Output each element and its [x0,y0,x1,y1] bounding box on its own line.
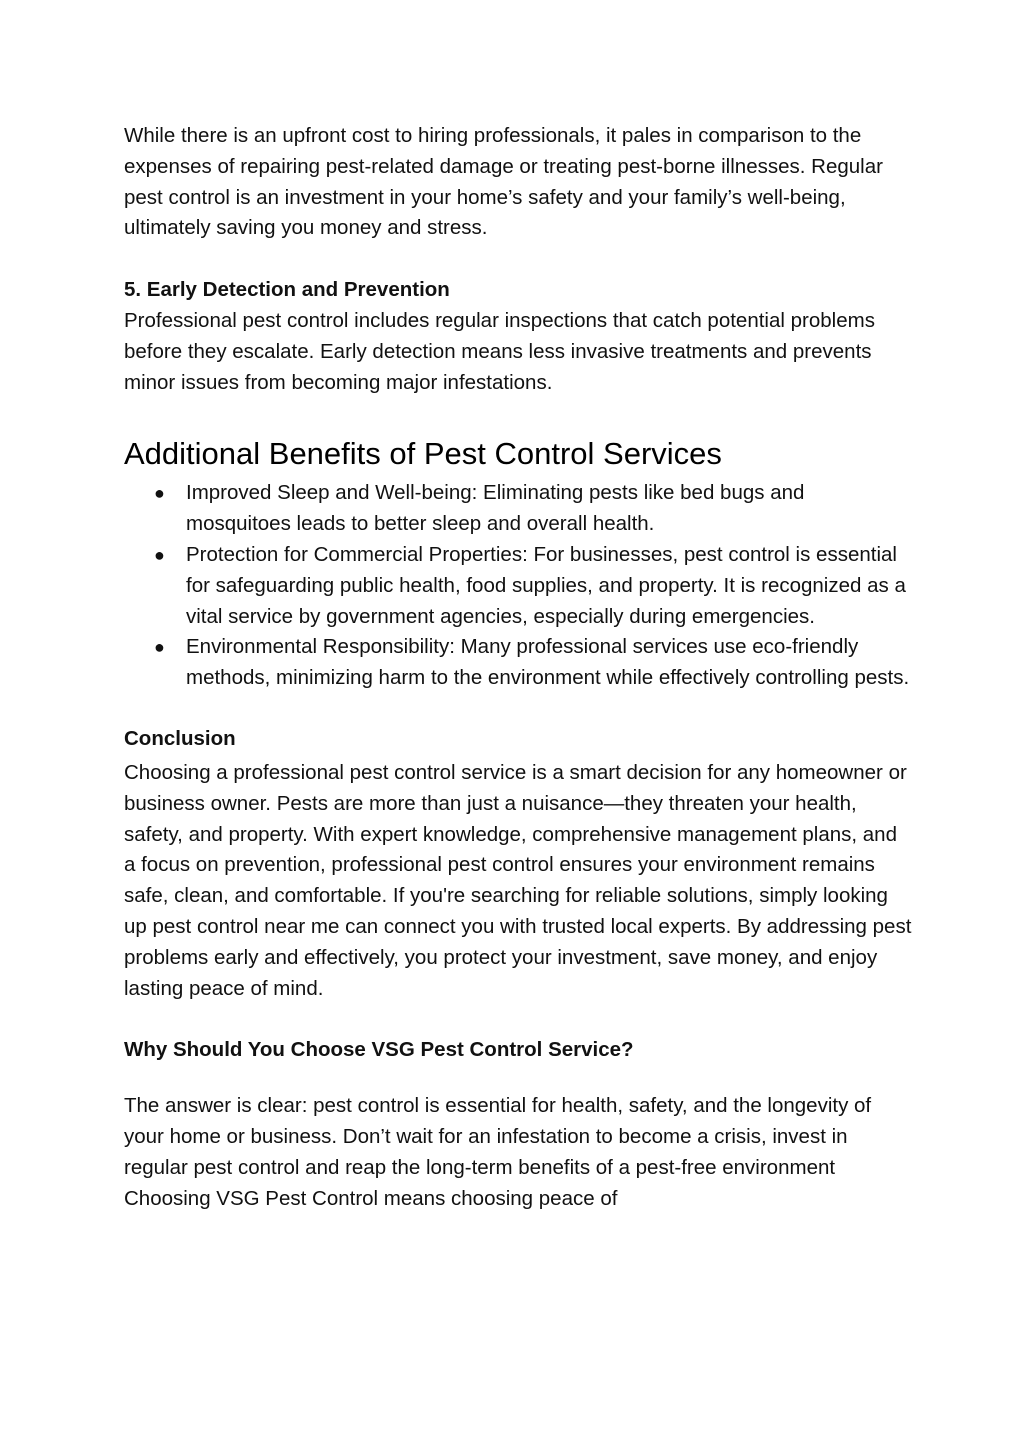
why-text: The answer is clear: pest control is essential for health, safety, and the longevity of your home or business. Don’t wait for an infestation to become a crisis, invest in regular pest control and reap the long-term benefits of a pest-free environment Choosing VSG Pest Control means choosing peace of [124,1094,872,1210]
benefits-list [124,478,914,694]
section5-heading: 5. Early Detection and Prevention [124,278,450,302]
list-item [124,540,914,632]
spacer [124,694,914,722]
list-item [124,478,914,540]
spacer [124,1066,914,1091]
conclusion-heading: Conclusion [124,726,236,750]
bullet-icon: ● [154,637,165,658]
why-heading: Why Should You Choose VSG Pest Control Service? [124,1038,634,1062]
list-item-text: Environmental Responsibility: Many professional services use eco-friendly methods, minimizing harm to the environment while effectively controlling pests. [186,635,910,690]
bullet-icon: ● [154,483,165,504]
list-item-text: Improved Sleep and Well-being: Eliminating pests like bed bugs and mosquitoes leads to better sleep and overall health. [186,481,805,536]
conclusion-text: Choosing a professional pest control service is a smart decision for any homeowner or business owner. Pests are more than just a nuisance—they threaten your health, safety, and property. With expert knowledge, comprehensive management plans, and a focus on prevention, professional pest control ensures your environment remains safe, clean, and comfortable. If you're searching for reliable solutions, simply looking up pest control near me can connect you with trusted local experts. By addressing pest problems early and effectively, you protect your investment, save money, and enjoy lasting peace of mind. [124,760,912,1000]
spacer [124,398,914,434]
spacer [124,1004,914,1035]
additional-benefits-heading: Additional Benefits of Pest Control Services [124,436,722,472]
section5-text: Professional pest control includes regular inspections that catch potential problems before they escalate. Early detection means less invasive treatments and prevents minor issues from becoming major infestations. [124,308,875,394]
list-item [124,632,914,694]
bullet-icon: ● [154,544,165,565]
document-page [124,121,914,1214]
spacer [124,244,914,275]
list-item-text: Protection for Commercial Properties: For businesses, pest control is essential for safeguarding public health, food supplies, and property. It is recognized as a vital service by government agencies, especially during emergencies. [186,542,906,628]
intro-paragraph: While there is an upfront cost to hiring professionals, it pales in comparison to the expenses of repairing pest-related damage or treating pest-borne illnesses. Regular pest control is an investment in your home’s safety and your family’s well-being, ultimately saving you money and stress. [124,124,883,240]
